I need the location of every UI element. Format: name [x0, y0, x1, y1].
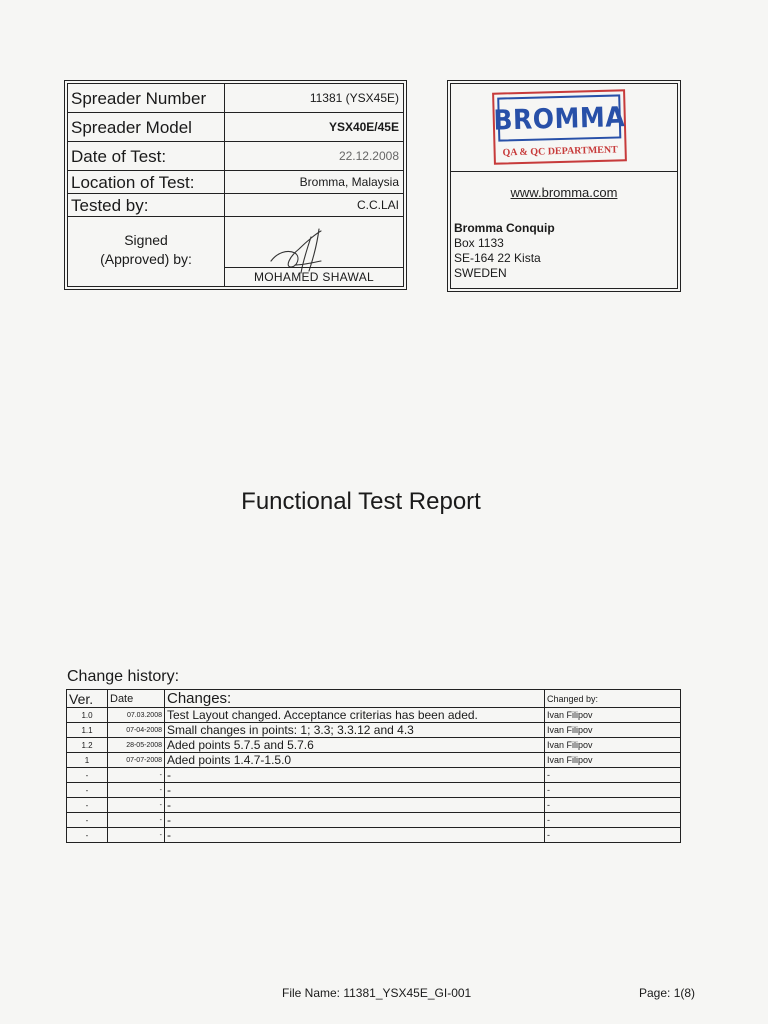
company-divider	[451, 171, 677, 172]
cell-ver: -	[67, 798, 108, 813]
cell-changes: Test Layout changed. Acceptance criterias has been aded.	[165, 708, 545, 723]
header-ver: Ver.	[67, 690, 108, 708]
tested-by-label: Tested by:	[71, 195, 149, 215]
table-row	[67, 753, 681, 768]
footer-file-name: File Name: 11381_YSX45E_GI-001	[282, 986, 472, 1000]
cell-changed-by: -	[545, 768, 681, 783]
table-row	[67, 723, 681, 738]
cell-ver: -	[67, 828, 108, 843]
header-changed-by: Changed by:	[545, 690, 681, 708]
cell-changed-by: -	[545, 828, 681, 843]
table-row	[67, 783, 681, 798]
spreader-number-label: Spreader Number	[71, 88, 207, 108]
document-title: Functional Test Report	[241, 488, 481, 515]
cell-changes: Aded points 1.4.7-1.5.0	[165, 753, 545, 768]
cell-ver: -	[67, 813, 108, 828]
table-row	[67, 828, 681, 843]
footer-page-number: Page: 1(8)	[639, 986, 696, 1000]
table-row	[67, 768, 681, 783]
company-info-box	[447, 80, 681, 292]
bromma-logo-text: BROMMA	[493, 100, 626, 136]
test-info-table	[64, 80, 407, 290]
change-history-title: Change history:	[67, 668, 180, 685]
address-line-2: SE-164 22 Kista	[454, 251, 541, 265]
cell-changes: Small changes in points: 1; 3.3; 3.3.12 and 4.3	[165, 723, 545, 738]
cell-date: -	[108, 798, 165, 813]
approver-name: MOHAMED SHAWAL	[225, 267, 403, 286]
cell-changes: -	[165, 768, 545, 783]
location-value: Bromma, Malaysia	[299, 175, 399, 189]
cell-changed-by: Ivan Filipov	[545, 723, 681, 738]
bromma-qa-stamp	[492, 89, 627, 164]
change-history-table	[66, 689, 681, 843]
cell-date: -	[108, 783, 165, 798]
address-line-1: Box 1133	[454, 236, 504, 250]
table-row	[67, 738, 681, 753]
table-row	[67, 708, 681, 723]
table-row	[67, 798, 681, 813]
approved-by-text: (Approved) by:	[100, 251, 192, 267]
date-label: Date of Test:	[71, 146, 167, 166]
row-date-of-test	[68, 142, 403, 171]
cell-changes: -	[165, 783, 545, 798]
cell-date: -	[108, 768, 165, 783]
header-changes: Changes:	[165, 690, 545, 708]
row-spreader-number	[68, 84, 403, 113]
company-website-link[interactable]: www.bromma.com	[510, 185, 618, 200]
cell-date: 28-05-2008	[108, 738, 165, 753]
company-name: Bromma Conquip	[454, 221, 555, 235]
signed-approved-label	[68, 231, 224, 269]
tested-by-value: C.C.LAI	[356, 198, 399, 212]
header-date: Date	[108, 690, 165, 708]
cell-date: 07.03.2008	[108, 708, 165, 723]
change-history-header	[67, 690, 681, 708]
cell-changes: -	[165, 813, 545, 828]
table-row	[67, 813, 681, 828]
address-country: SWEDEN	[454, 266, 507, 280]
signed-text: Signed	[124, 232, 168, 248]
bromma-logo	[493, 94, 626, 141]
cell-date: -	[108, 813, 165, 828]
cell-ver: 1.1	[67, 723, 108, 738]
cell-changes: Aded points 5.7.5 and 5.7.6	[165, 738, 545, 753]
company-address	[454, 221, 555, 281]
cell-changed-by: -	[545, 813, 681, 828]
cell-changed-by: Ivan Filipov	[545, 738, 681, 753]
date-value: 22.12.2008	[338, 149, 399, 163]
cell-ver: 1	[67, 753, 108, 768]
cell-ver: 1.2	[67, 738, 108, 753]
stamp-department-text: QA & QC DEPARTMENT	[502, 144, 618, 159]
spreader-model-label: Spreader Model	[71, 117, 192, 137]
cell-changed-by: -	[545, 798, 681, 813]
location-label: Location of Test:	[71, 172, 195, 192]
cell-changed-by: -	[545, 783, 681, 798]
spreader-number-value: 11381 (YSX45E)	[309, 91, 399, 105]
cell-date: 07-07-2008	[108, 753, 165, 768]
cell-changes: -	[165, 798, 545, 813]
spreader-model-value: YSX40E/45E	[328, 120, 399, 134]
row-spreader-model	[68, 113, 403, 142]
row-location	[68, 171, 403, 194]
cell-ver: -	[67, 783, 108, 798]
cell-date: 07-04-2008	[108, 723, 165, 738]
cell-ver: -	[67, 768, 108, 783]
cell-changed-by: Ivan Filipov	[545, 753, 681, 768]
row-tested-by	[68, 194, 403, 217]
cell-ver: 1.0	[67, 708, 108, 723]
cell-date: -	[108, 828, 165, 843]
cell-changed-by: Ivan Filipov	[545, 708, 681, 723]
cell-changes: -	[165, 828, 545, 843]
